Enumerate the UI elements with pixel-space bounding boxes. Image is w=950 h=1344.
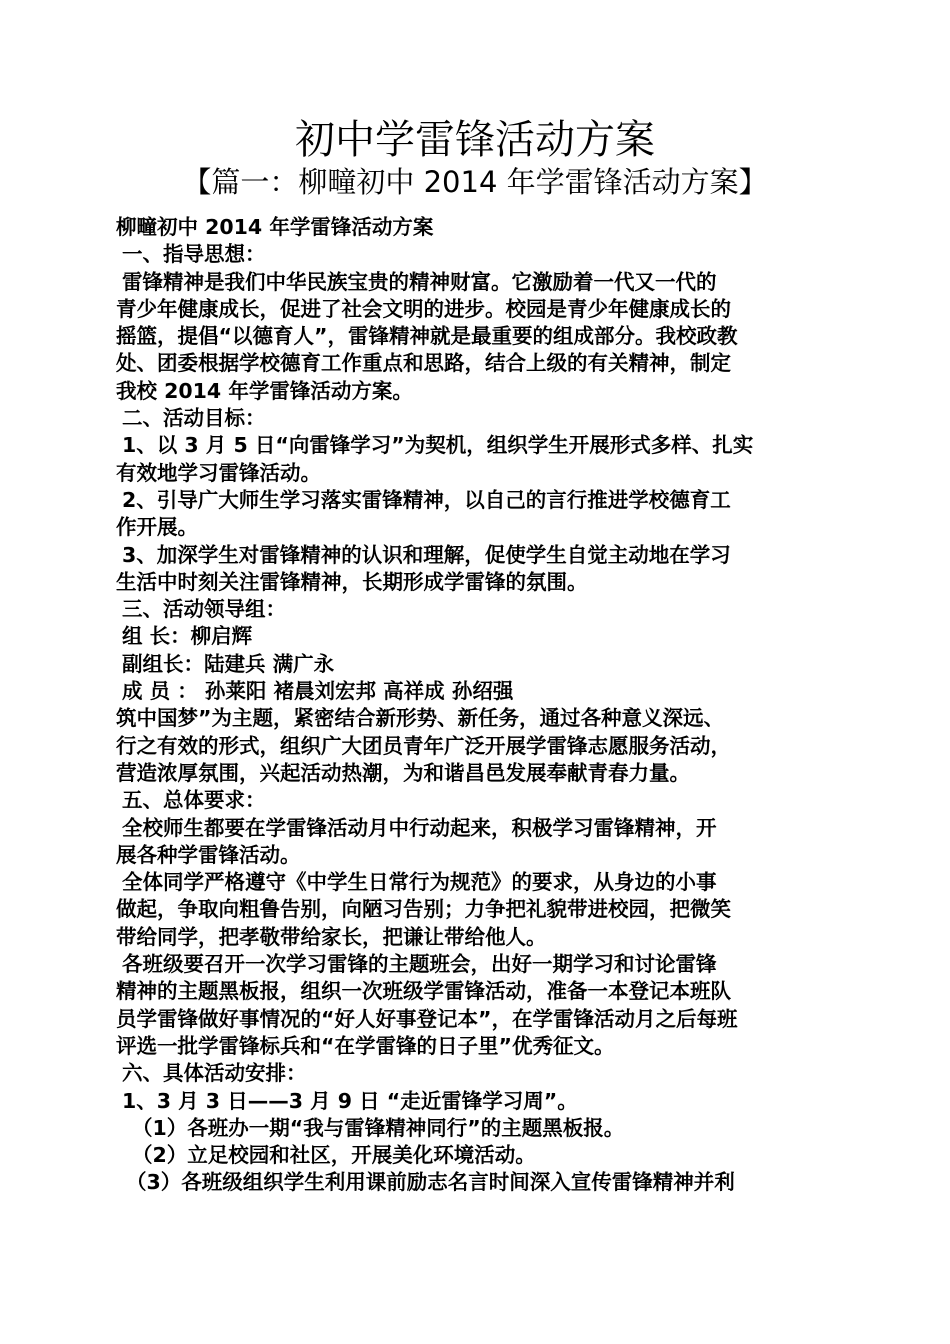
paragraph-line: 组 长：柳启辉 — [122, 624, 253, 649]
paragraph-line: 处、团委根据学校德育工作重点和思路，结合上级的有关精神，制定 — [116, 351, 731, 376]
paragraph-line: 生活中时刻关注雷锋精神，长期形成学雷锋的氛围。 — [116, 569, 588, 594]
paragraph-line: 青少年健康成长，促进了社会文明的进步。校园是青少年健康成长的 — [116, 296, 731, 321]
paragraph-line: 成 员 ： 孙莱阳 褚晨刘宏邦 高祥成 孙绍强 — [122, 679, 514, 704]
paragraph-line: 雷锋精神是我们中华民族宝贵的精神财富。它激励着一代又一代的 — [122, 269, 717, 294]
paragraph-line: 筑中国梦”为主题，紧密结合新形势、新任务，通过各种意义深远、 — [116, 706, 724, 731]
section-heading: 一、指导思想： — [122, 242, 266, 267]
plan-heading: 柳疃初中 2014 年学雷锋活动方案 — [116, 215, 434, 239]
list-item: （2）立足校园和社区，开展美化环境活动。 — [132, 1143, 536, 1168]
paragraph-line: 全校师生都要在学雷锋活动月中行动起来，积极学习雷锋精神，开 — [122, 815, 717, 840]
paragraph-line: 展各种学雷锋活动。 — [116, 842, 301, 867]
paragraph-line: 行之有效的形式，组织广大团员青年广泛开展学雷锋志愿服务活动， — [116, 733, 731, 758]
document-body — [116, 214, 846, 1197]
document-title: 初中学雷锋活动方案 — [295, 117, 655, 163]
paragraph-line: 营造浓厚氛围，兴起活动热潮，为和谐昌邑发展奉献青春力量。 — [116, 760, 690, 785]
list-item: （1）各班办一期“我与雷锋精神同行”的主题黑板报。 — [132, 1115, 625, 1140]
paragraph-line: 1、3 月 3 日——3 月 9 日 “走近雷锋学习周”。 — [122, 1088, 578, 1113]
document-subtitle: 【篇一：柳疃初中 2014 年学雷锋活动方案】 — [182, 165, 768, 199]
section-heading: 三、活动领导组： — [122, 597, 286, 622]
section-heading: 二、活动目标： — [122, 406, 266, 431]
paragraph-line: 3、加深学生对雷锋精神的认识和理解，促使学生自觉主动地在学习 — [122, 542, 731, 567]
paragraph-line: 有效地学习雷锋活动。 — [116, 460, 321, 485]
list-item: （3）各班级组织学生利用课前励志名言时间深入宣传雷锋精神并利 — [126, 1170, 735, 1195]
paragraph-line: 副组长：陆建兵 满广永 — [122, 651, 335, 676]
paragraph-line: 1、以 3 月 5 日“向雷锋学习”为契机，组织学生开展形式多样、扎实 — [122, 433, 754, 458]
section-heading: 六、具体活动安排： — [122, 1061, 307, 1086]
paragraph-line: 全体同学严格遵守《中学生日常行为规范》的要求，从身边的小事 — [122, 870, 717, 895]
paragraph-line: 评选一批学雷锋标兵和“在学雷锋的日子里”优秀征文。 — [116, 1033, 615, 1058]
paragraph-line: 作开展。 — [116, 515, 198, 540]
paragraph-line: 摇篮，提倡“以德育人”，雷锋精神就是最重要的组成部分。我校政教 — [116, 324, 738, 349]
section-heading: 五、总体要求： — [122, 788, 266, 813]
paragraph-line: 带给同学，把孝敬带给家长，把谦让带给他人。 — [116, 924, 547, 949]
paragraph-line: 各班级要召开一次学习雷锋的主题班会，出好一期学习和讨论雷锋 — [122, 952, 717, 977]
paragraph-line: 员学雷锋做好事情况的“好人好事登记本”，在学雷锋活动月之后每班 — [116, 1006, 738, 1031]
paragraph-line: 2、引导广大师生学习落实雷锋精神，以自己的言行推进学校德育工 — [122, 487, 731, 512]
paragraph-line: 精神的主题黑板报，组织一次班级学雷锋活动，准备一本登记本班队 — [116, 979, 731, 1004]
paragraph-line: 做起，争取向粗鲁告别，向陋习告别；力争把礼貌带进校园，把微笑 — [116, 897, 731, 922]
paragraph-line: 我校 2014 年学雷锋活动方案。 — [116, 378, 413, 403]
